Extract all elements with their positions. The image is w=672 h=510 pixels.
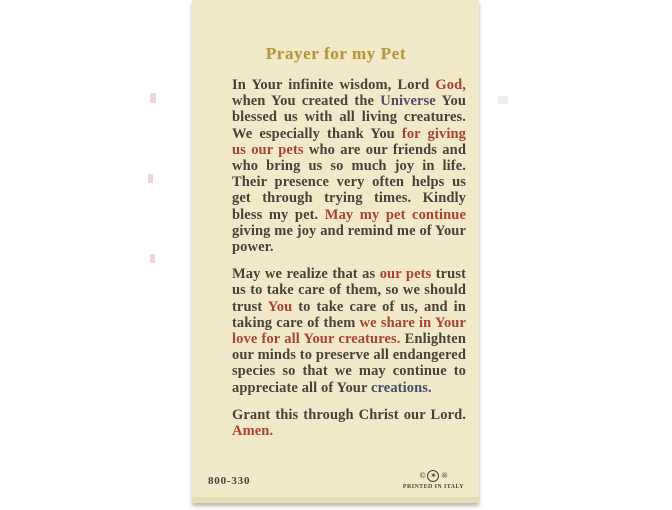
printed-in-italy-label: PRINTED IN ITALY (402, 484, 464, 490)
highlighted-text: creations. (370, 379, 432, 396)
scan-artifact (150, 93, 156, 103)
printer-mark-symbols (419, 470, 447, 482)
text-segment: You blessed us with all living creatures. We especially thank You (232, 93, 466, 142)
highlighted-text: for giving us our pets (232, 125, 466, 158)
highlighted-text: God, (435, 77, 466, 93)
prayer-title: Prayer for my Pet (265, 44, 407, 63)
prayer-paragraph (232, 266, 466, 396)
highlighted-text: You (267, 298, 293, 315)
highlighted-text: we share in Your love for all Your creatures. (232, 314, 466, 348)
scan-artifact (150, 254, 155, 263)
text-segment: giving me joy and remind me of Your power. (232, 222, 466, 256)
prayer-card-content (192, 0, 479, 439)
highlighted-text: Universe (380, 93, 436, 110)
text-segment: who are our friends and who bring us so much joy in life. Their presence very often helps us get through trying times. Kindly bless my pet. (232, 141, 466, 223)
registered-trademark-icon: ® (441, 471, 448, 480)
highlighted-text: May my pet continue (324, 206, 467, 223)
catalog-number: 800-330 (208, 475, 251, 487)
copyright-icon: © (419, 471, 426, 480)
prayer-paragraph (232, 407, 466, 439)
scan-artifact (498, 96, 508, 104)
text-segment: to take care of us, and in taking care of them (232, 298, 466, 331)
prayer-body (232, 77, 466, 439)
printer-logo-icon: ✶ (427, 470, 439, 482)
text-segment: In Your infinite wisdom, Lord (232, 77, 436, 93)
text-segment: Enlighten our minds to preserve all endangered species so that we may continue to appreciate all of Your (232, 331, 466, 396)
highlighted-text: our pets (379, 266, 432, 283)
scan-artifact (148, 174, 153, 183)
text-segment: May we realize that as (232, 266, 380, 283)
text-segment: trust us to take care of them, so we should trust (232, 266, 467, 315)
text-segment: Grant this through Christ our Lord. (232, 406, 466, 423)
prayer-card (192, 0, 479, 503)
printer-mark (403, 470, 464, 490)
prayer-paragraph (232, 77, 466, 255)
highlighted-text: Amen. (232, 423, 274, 440)
text-segment: when You created the (232, 93, 381, 110)
